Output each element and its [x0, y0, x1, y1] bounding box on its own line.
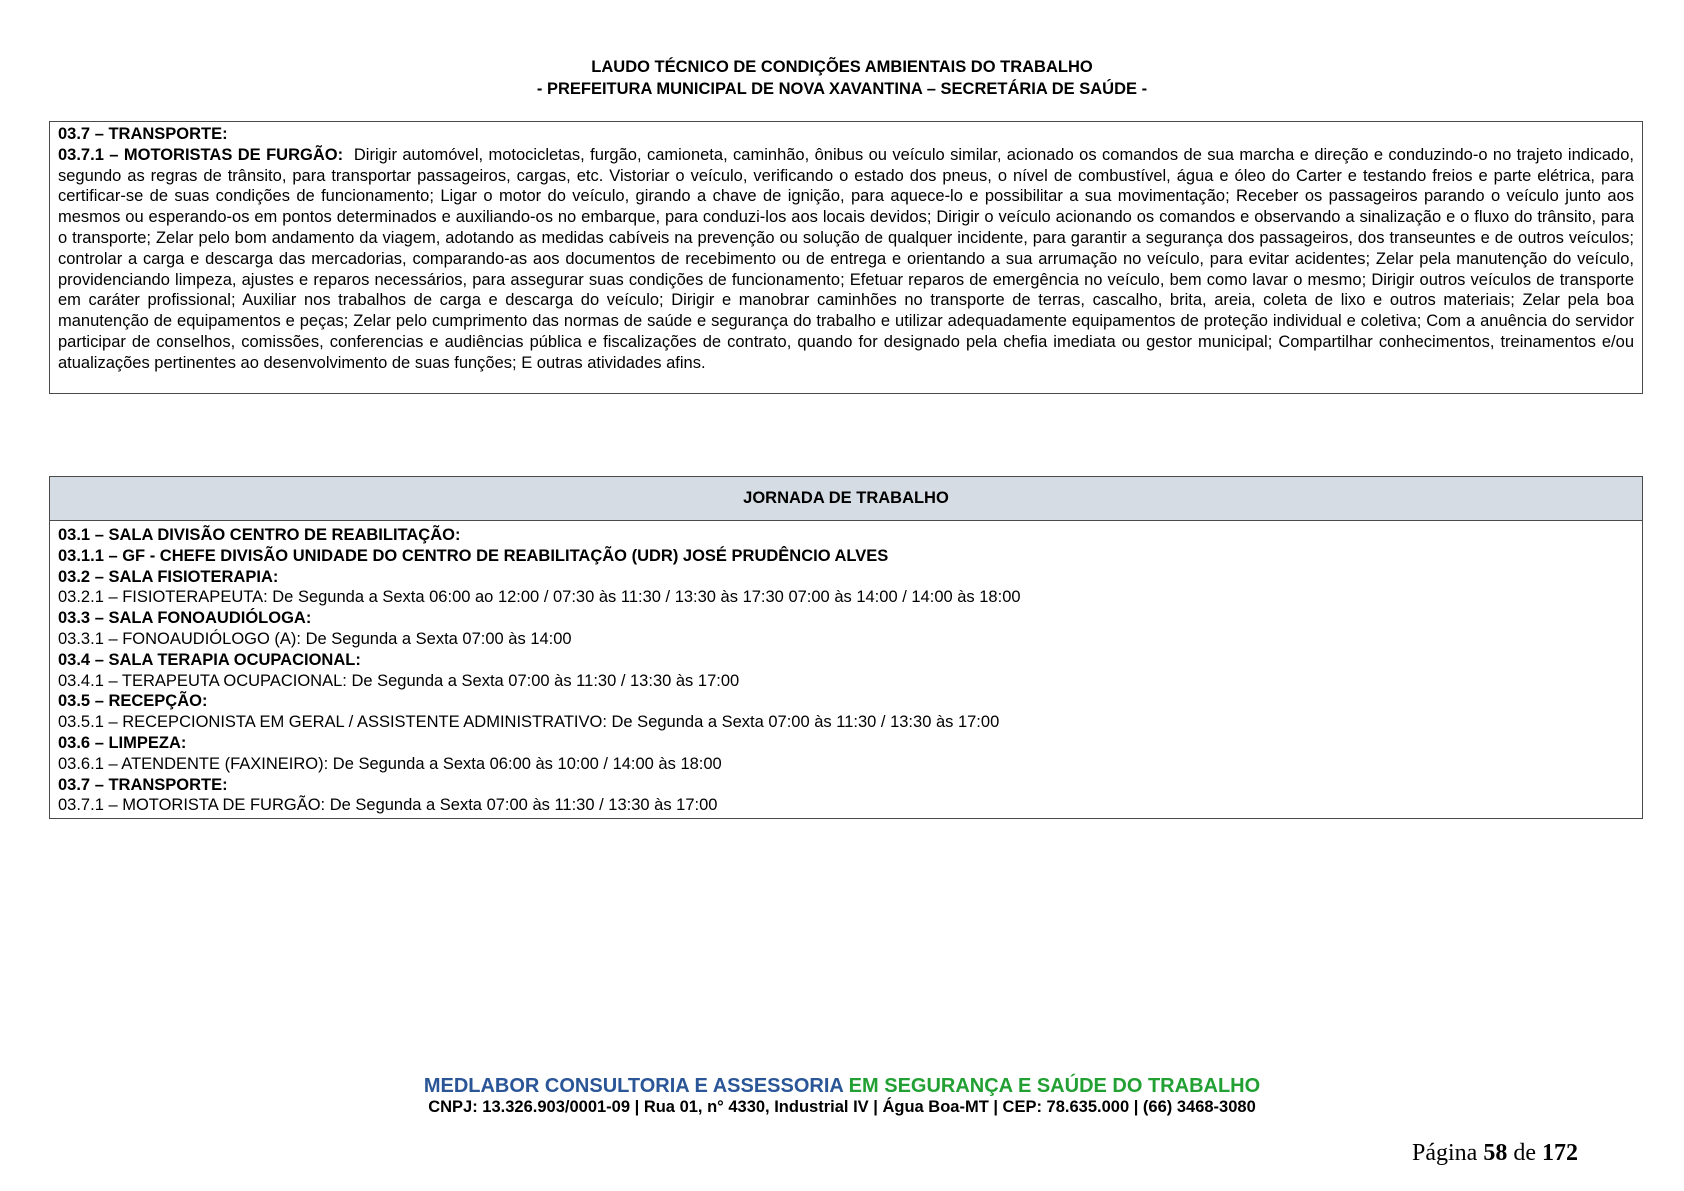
- jornada-line: 03.1 – SALA DIVISÃO CENTRO DE REABILITAÇÃO:: [58, 526, 461, 544]
- jornada-line: 03.3.1 – FONOAUDIÓLOGO (A): De Segunda a Sexta 07:00 às 14:00: [58, 629, 572, 648]
- footer-company: [0, 1075, 1684, 1098]
- jornada-line: 03.6.1 – ATENDENTE (FAXINEIRO): De Segunda a Sexta 06:00 às 10:00 / 14:00 às 18:00: [58, 754, 722, 773]
- jornada-line: 03.2 – SALA FISIOTERAPIA:: [58, 567, 279, 586]
- page-label: Página: [1412, 1140, 1478, 1166]
- jornada-line: 03.2.1 – FISIOTERAPEUTA: De Segunda a Sexta 06:00 ao 12:00 / 07:30 às 11:30 / 13:30 às 17:30 07:00 às 14:00 / 14:00 às 18:00: [58, 588, 1021, 607]
- jornada-body: [50, 521, 1642, 816]
- jornada-line: 03.7 – TRANSPORTE:: [58, 775, 228, 794]
- page-total: 172: [1542, 1140, 1578, 1166]
- document-header: [0, 56, 1684, 100]
- jornada-line: 03.6 – LIMPEZA:: [58, 733, 187, 752]
- page-of-label: de: [1513, 1140, 1536, 1166]
- footer-address: CNPJ: 13.326.903/0001-09 | Rua 01, n° 4330, Industrial IV | Água Boa-MT | CEP: 78.635.000 | (66) 3468-3080: [428, 1098, 1256, 1116]
- transport-description-text: Dirigir automóvel, motocicletas, furgão, camioneta, caminhão, ônibus ou veículo similar, acionado os comandos de sua marcha e direção e conduzindo-o no trajeto indicado, segundo as regras de trânsito, para transportar passageiros, cargas, etc. Vistoriar o veículo, verificando o estado dos pneus, o nível de combustível, água e óleo do Carter e testando freios e parte elétrica, para certificar-se de suas condições de funcionamento; Ligar o motor do veículo, girando a chave de ignição, para aquece-lo e possibilitar a sua movimentação; Receber os passageiros parando o veículo junto aos mesmos ou esperando-os em pontos determinados e auxiliando-os no embarque, para conduzi-los aos locais devidos; Dirigir o veículo acionando os comandos e observando a sinalização e o fluxo do trânsito, para o transporte; Zelar pelo bom andamento da viagem, adotando as medidas cabíveis na prevenção ou solução de qualquer incidente, para garantir a segurança dos passageiros, dos transeuntes e de outros veículos; controlar a carga e descarga das mercadorias, comparando-as aos documentos de recebimento ou de entrega e orientando a sua arrumação no veículo, para evitar acidentes; Zelar pela manutenção do veículo, providenciando limpeza, ajustes e reparos necessários, para assegurar suas condições de funcionamento; Efetuar reparos de emergência no veículo, bem como lavar o mesmo; Dirigir outros veículos de transporte em caráter profissional; Auxiliar nos trabalhos de carga e descarga do veículo; Dirigir e manobrar caminhões no transporte de terras, cascalho, brita, areia, coleta de lixo e outros materiais; Zelar pela boa manutenção de equipamentos e peças; Zelar pelo cumprimento das normas de saúde e segurança do trabalho e utilizar adequadamente equipamentos de proteção individual e coletiva; Com a anuência do servidor participar de conselhos, comissões, conferencias e audiências pública e fiscalizações de contrato, quando for designado pela chefia imediata ou gestor municipal; Compartilhar conhecimentos, treinamentos e/ou atualizações pertinentes ao desenvolvimento de suas funções; E outras atividades afins.: [58, 145, 1634, 372]
- jornada-line: 03.5.1 – RECEPCIONISTA EM GERAL / ASSISTENTE ADMINISTRATIVO: De Segunda a Sexta 07:00 às 11:30 / 13:30 às 17:00: [58, 713, 1000, 732]
- jornada-line: 03.1.1 – GF - CHEFE DIVISÃO UNIDADE DO CENTRO DE REABILITAÇÃO (UDR) JOSÉ PRUDÊNCIO ALVES: [58, 546, 889, 565]
- jornada-line: 03.3 – SALA FONOAUDIÓLOGA:: [58, 609, 312, 628]
- footer-company-name: MEDLABOR CONSULTORIA E ASSESSORIA: [423, 1075, 844, 1097]
- jornada-line: 03.7.1 – MOTORISTA DE FURGÃO: De Segunda a Sexta 07:00 às 11:30 / 13:30 às 17:00: [58, 796, 718, 815]
- transport-heading: 03.7 – TRANSPORTE:: [58, 125, 228, 143]
- footer-company-tagline: EM SEGURANÇA E SAÚDE DO TRABALHO: [848, 1075, 1261, 1097]
- jornada-table: [49, 476, 1643, 819]
- header-subtitle: - PREFEITURA MUNICIPAL DE NOVA XAVANTINA – SECRETÁRIA DE SAÚDE -: [536, 80, 1148, 98]
- jornada-line: 03.4 – SALA TERAPIA OCUPACIONAL:: [58, 650, 361, 669]
- page-number: [1412, 1140, 1578, 1167]
- transport-description-box: [49, 121, 1643, 394]
- jornada-title: JORNADA DE TRABALHO: [50, 477, 1642, 521]
- transport-description-paragraph: [58, 145, 1634, 374]
- jornada-line: 03.5 – RECEPÇÃO:: [58, 692, 208, 711]
- transport-sub-heading: 03.7.1 – MOTORISTAS DE FURGÃO:: [58, 145, 344, 164]
- page-current: 58: [1483, 1140, 1508, 1166]
- jornada-line: 03.4.1 – TERAPEUTA OCUPACIONAL: De Segunda a Sexta 07:00 às 11:30 / 13:30 às 17:00: [58, 671, 740, 690]
- header-title: LAUDO TÉCNICO DE CONDIÇÕES AMBIENTAIS DO TRABALHO: [591, 58, 1093, 76]
